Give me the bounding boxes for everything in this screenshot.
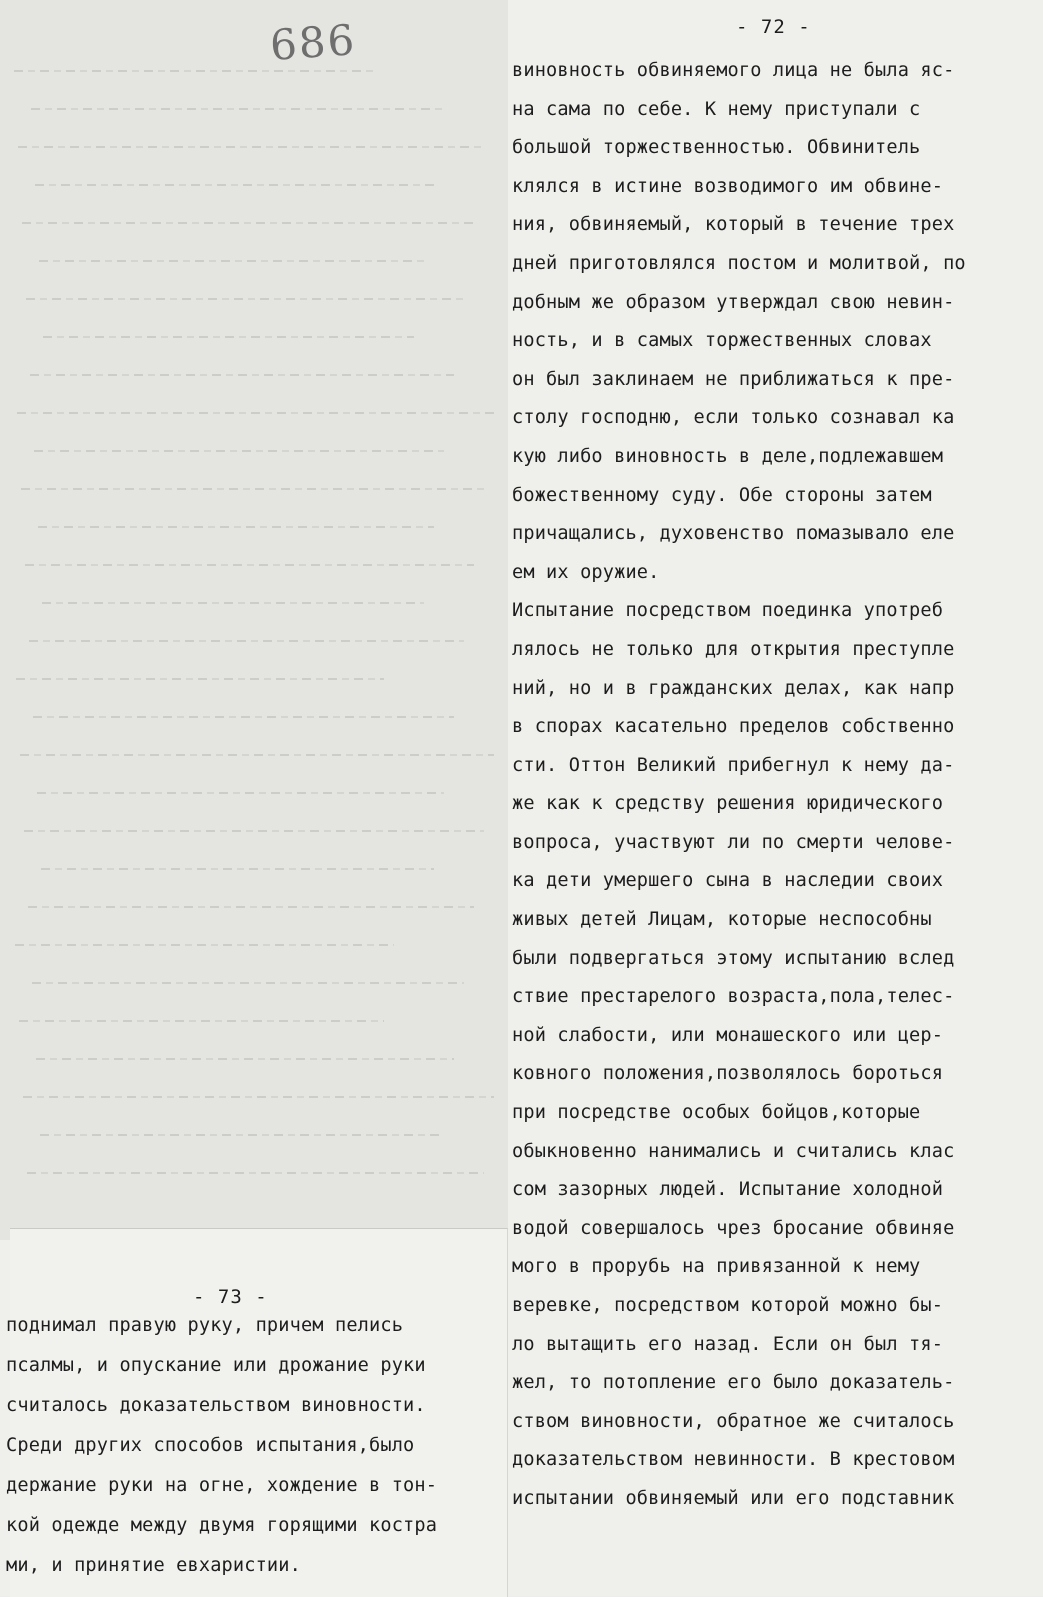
bleed-through-line	[14, 70, 374, 72]
bleed-through-line	[26, 298, 464, 300]
text-line: веревке, посредством которой можно бы-	[512, 1295, 944, 1316]
bleed-through-line	[20, 754, 494, 756]
bleed-through-line	[19, 1020, 384, 1022]
bleed-through-line	[38, 526, 434, 528]
bleed-through-line	[18, 146, 484, 148]
bleed-through-line	[16, 678, 384, 680]
text-line: ность, и в самых торжественных словах	[512, 330, 932, 352]
bleed-through-line	[17, 412, 494, 414]
text-line: ством виновности, обратное же считалось	[512, 1410, 955, 1432]
bleed-through-line	[37, 792, 444, 794]
text-line: вопроса, участвуют ли по смерти челове-	[512, 831, 955, 853]
text-line: ем их оружие.	[512, 561, 660, 583]
text-line: добным же образом утверждал свою невин-	[512, 291, 955, 313]
bleed-through-line	[15, 944, 394, 946]
text-line: сти. Оттон Великий прибегнул к нему да-	[512, 754, 955, 776]
bleed-through-line	[25, 564, 474, 566]
text-line: ствие престарелого возраста,пола,телес-	[512, 986, 955, 1008]
text-line: ло вытащить его назад. Если он был тя-	[512, 1333, 944, 1355]
bleed-through-line	[42, 602, 424, 604]
text-line: считалось доказательством виновности.	[6, 1395, 426, 1416]
bleed-through-line	[30, 374, 454, 376]
text-line: ния, обвиняемый, который в течение трех	[512, 214, 955, 236]
text-line: кую либо виновность в деле,подлежавшем	[512, 445, 944, 467]
text-line: жел, то потопление его было доказатель-	[512, 1372, 955, 1394]
bleed-through-line	[41, 868, 434, 870]
text-line: столу господню, если только сознавал ка	[512, 407, 955, 429]
text-line: он был заклинаем не приближаться к пре-	[512, 368, 955, 390]
bleed-through-line	[33, 716, 454, 718]
bleed-through-line	[32, 982, 464, 984]
bleed-through-column	[0, 0, 508, 1240]
text-line: Среди других способов испытания,было	[6, 1435, 415, 1456]
text-line: божественному суду. Обе стороны затем	[512, 484, 932, 506]
pencil-annotation: 686	[268, 15, 358, 70]
text-line: же как к средству решения юридического	[512, 793, 944, 815]
bleed-through-line	[22, 222, 474, 224]
page-73-text	[6, 1306, 511, 1586]
bleed-through-line	[21, 488, 484, 490]
text-line: лялось не только для открытия преступле	[512, 638, 955, 660]
text-line: поднимал правую руку, причем пелись	[6, 1315, 404, 1336]
text-line: держание руки на огне, хождение в тон-	[6, 1475, 438, 1496]
text-line: испытании обвиняемый или его подставник	[512, 1487, 955, 1509]
bleed-through-line	[43, 336, 414, 338]
text-line: большой торжественностью. Обвинитель	[512, 137, 921, 159]
page-72-text	[512, 52, 1032, 1519]
bleed-through-line	[27, 1172, 484, 1174]
text-line: виновность обвиняемого лица не была яс-	[512, 60, 955, 81]
text-line: ной слабости, или монашеского или цер-	[512, 1024, 944, 1046]
text-line: живых детей Лицам, которые неспособны	[512, 909, 932, 931]
text-line: Испытание посредством поединка употреб	[512, 600, 944, 622]
text-line: кой одежде между двумя горящими костра	[6, 1515, 438, 1536]
text-line: в спорах касательно пределов собственно	[512, 716, 955, 738]
text-line: доказательством невинности. В крестовом	[512, 1449, 955, 1471]
text-line: ний, но и в гражданских делах, как напр	[512, 677, 955, 699]
text-line: обыкновенно нанимались и считались клас	[512, 1140, 955, 1162]
bleed-through-line	[40, 1134, 444, 1136]
text-line: ми, и принятие евхаристии.	[6, 1555, 301, 1576]
bleed-through-line	[23, 1096, 494, 1098]
text-line: водой совершалось чрез бросание обвиняе	[512, 1217, 955, 1239]
bleed-through-line	[29, 640, 464, 642]
text-line: ковного положения,позволялось бороться	[512, 1063, 944, 1085]
text-line: при посредстве особых бойцов,которые	[512, 1102, 921, 1124]
text-line: псалмы, и опускание или дрожание руки	[6, 1355, 426, 1376]
text-line: ка дети умершего сына в наследии своих	[512, 870, 944, 892]
text-line: на сама по себе. К нему приступали с	[512, 98, 921, 120]
bleed-through-line	[35, 184, 434, 186]
text-line: сом зазорных людей. Испытание холодной	[512, 1179, 944, 1201]
text-line: были подвергаться этому испытанию вслед	[512, 947, 955, 969]
bleed-through-line	[28, 906, 474, 908]
bleed-through-line	[31, 108, 444, 110]
page-number-73: - 73 -	[193, 1286, 268, 1308]
text-line: клялся в истине возводимого им обвине-	[512, 175, 944, 197]
page-number-72: - 72 -	[736, 16, 811, 38]
bleed-through-line	[34, 450, 444, 452]
bleed-through-line	[39, 260, 424, 262]
bleed-through-line	[24, 830, 484, 832]
text-line: причащались, духовенство помазывало еле	[512, 523, 955, 545]
text-line: мого в прорубь на привязанной к нему	[512, 1256, 921, 1278]
bleed-through-line	[36, 1058, 454, 1060]
text-line: дней приготовлялся постом и молитвой, по	[512, 252, 966, 274]
